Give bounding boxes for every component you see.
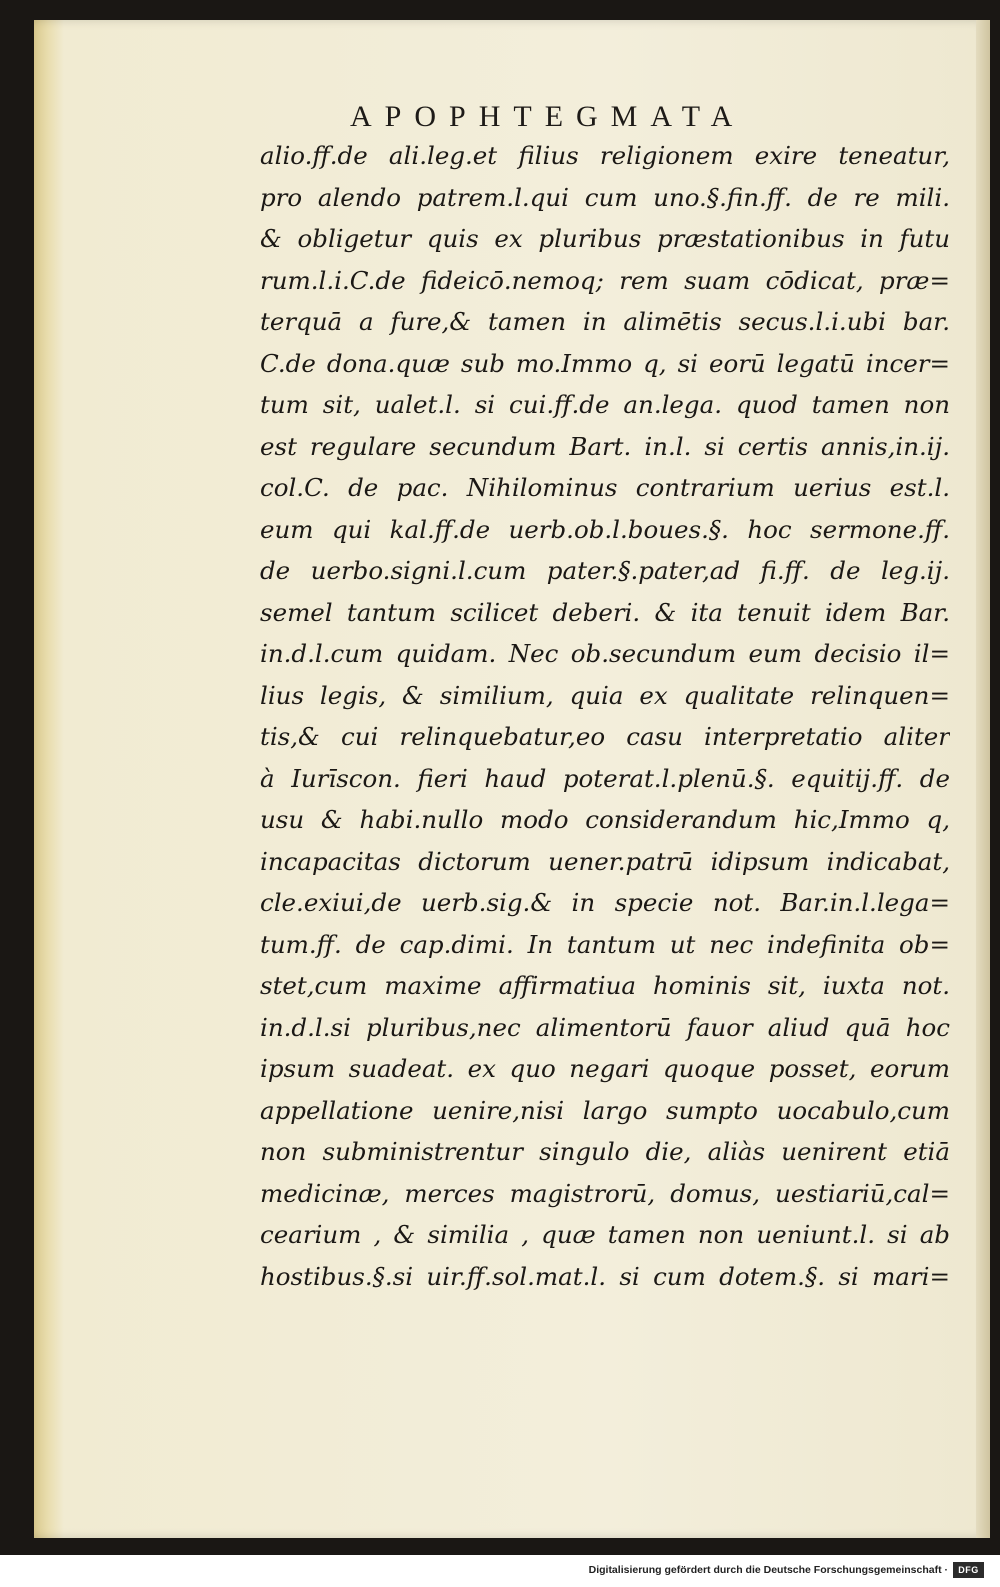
text-line: alio.ff.de ali.leg.et filius religionem exire teneatur, <box>260 141 950 170</box>
text-line: C.de dona.quæ sub mo.Immo q, si eorū legatū incer= <box>260 348 950 378</box>
footer-bar <box>0 1555 1000 1587</box>
text-line: & obligetur quis ex pluribus præstationibus in futu <box>260 224 950 253</box>
text-line: est regulare secundum Bart. in.l. si certis annis,in.ij. <box>260 431 950 461</box>
running-head: APOPHTEGMATA <box>350 100 746 133</box>
text-line: tum.ff. de cap.dimi. In tantum ut nec indefinita ob= <box>260 929 950 959</box>
page-edge <box>976 20 990 1538</box>
text-line: cearium , & similia , quæ tamen non ueniunt.l. si ab <box>260 1220 950 1249</box>
text-line: hostibus.§.si uir.ff.sol.mat.l. si cum dotem.§. si mari= <box>260 1261 950 1291</box>
text-line: tis,& cui relinquebatur,eo casu interpretatio aliter <box>260 722 950 751</box>
text-line: de uerbo.signi.l.cum pater.§.pater,ad fi.ff. de leg.ij. <box>260 556 950 585</box>
text-line: eum qui kal.ff.de uerb.ob.l.boues.§. hoc sermone.ff. <box>260 514 950 544</box>
text-line: à Iurīscon. fieri haud poterat.l.plenū.§. equitij.ff. de <box>260 763 950 793</box>
funding-credit: Digitalisierung gefördert durch die Deutsche Forschungsgemeinschaft · <box>588 1564 948 1576</box>
text-line: lius legis, & similium, quia ex qualitate relinquen= <box>260 680 950 710</box>
text-line: stet,cum maxime affirmatiua hominis sit, iuxta not. <box>260 971 950 1000</box>
text-line: medicinæ, merces magistrorū, domus, uestiariū,cal= <box>260 1178 950 1208</box>
text-line: in.d.l.cum quidam. Nec ob.secundum eum decisio il= <box>260 639 950 668</box>
text-line: ipsum suadeat. ex quo negari quoque posset, eorum <box>260 1054 950 1083</box>
text-line: tum sit, ualet.l. si cui.ff.de an.lega. quod tamen non <box>260 390 950 419</box>
text-line: usu & habi.nullo modo considerandum hic,Immo q, <box>260 805 950 834</box>
text-line: pro alendo patrem.l.qui cum uno.§.fin.ff. de re mili. <box>260 182 950 212</box>
text-line: rum.l.i.C.de fideicō.nemoq; rem suam cōdicat, præ= <box>260 265 950 295</box>
text-line: incapacitas dictorum uener.patrū idipsum indicabat, <box>260 846 950 876</box>
text-line: non subministrentur singulo die, aliàs uenirent etiā <box>260 1137 950 1166</box>
dfg-logo: DFG <box>953 1562 984 1578</box>
text-line: cle.exiui,de uerb.sig.& in specie not. Bar.in.l.lega= <box>260 888 950 917</box>
text-line: in.d.l.si pluribus,nec alimentorū fauor aliud quā hoc <box>260 1012 950 1042</box>
text-line: terquā a fure,& tamen in alimētis secus.l.i.ubi bar. <box>260 307 950 336</box>
text-line: col.C. de pac. Nihilominus contrarium uerius est.l. <box>260 473 950 502</box>
body-text <box>260 135 950 1297</box>
text-line: semel tantum scilicet deberi. & ita tenuit idem Bar. <box>260 597 950 627</box>
text-line: appellatione uenire,nisi largo sumpto uocabulo,cum <box>260 1095 950 1125</box>
